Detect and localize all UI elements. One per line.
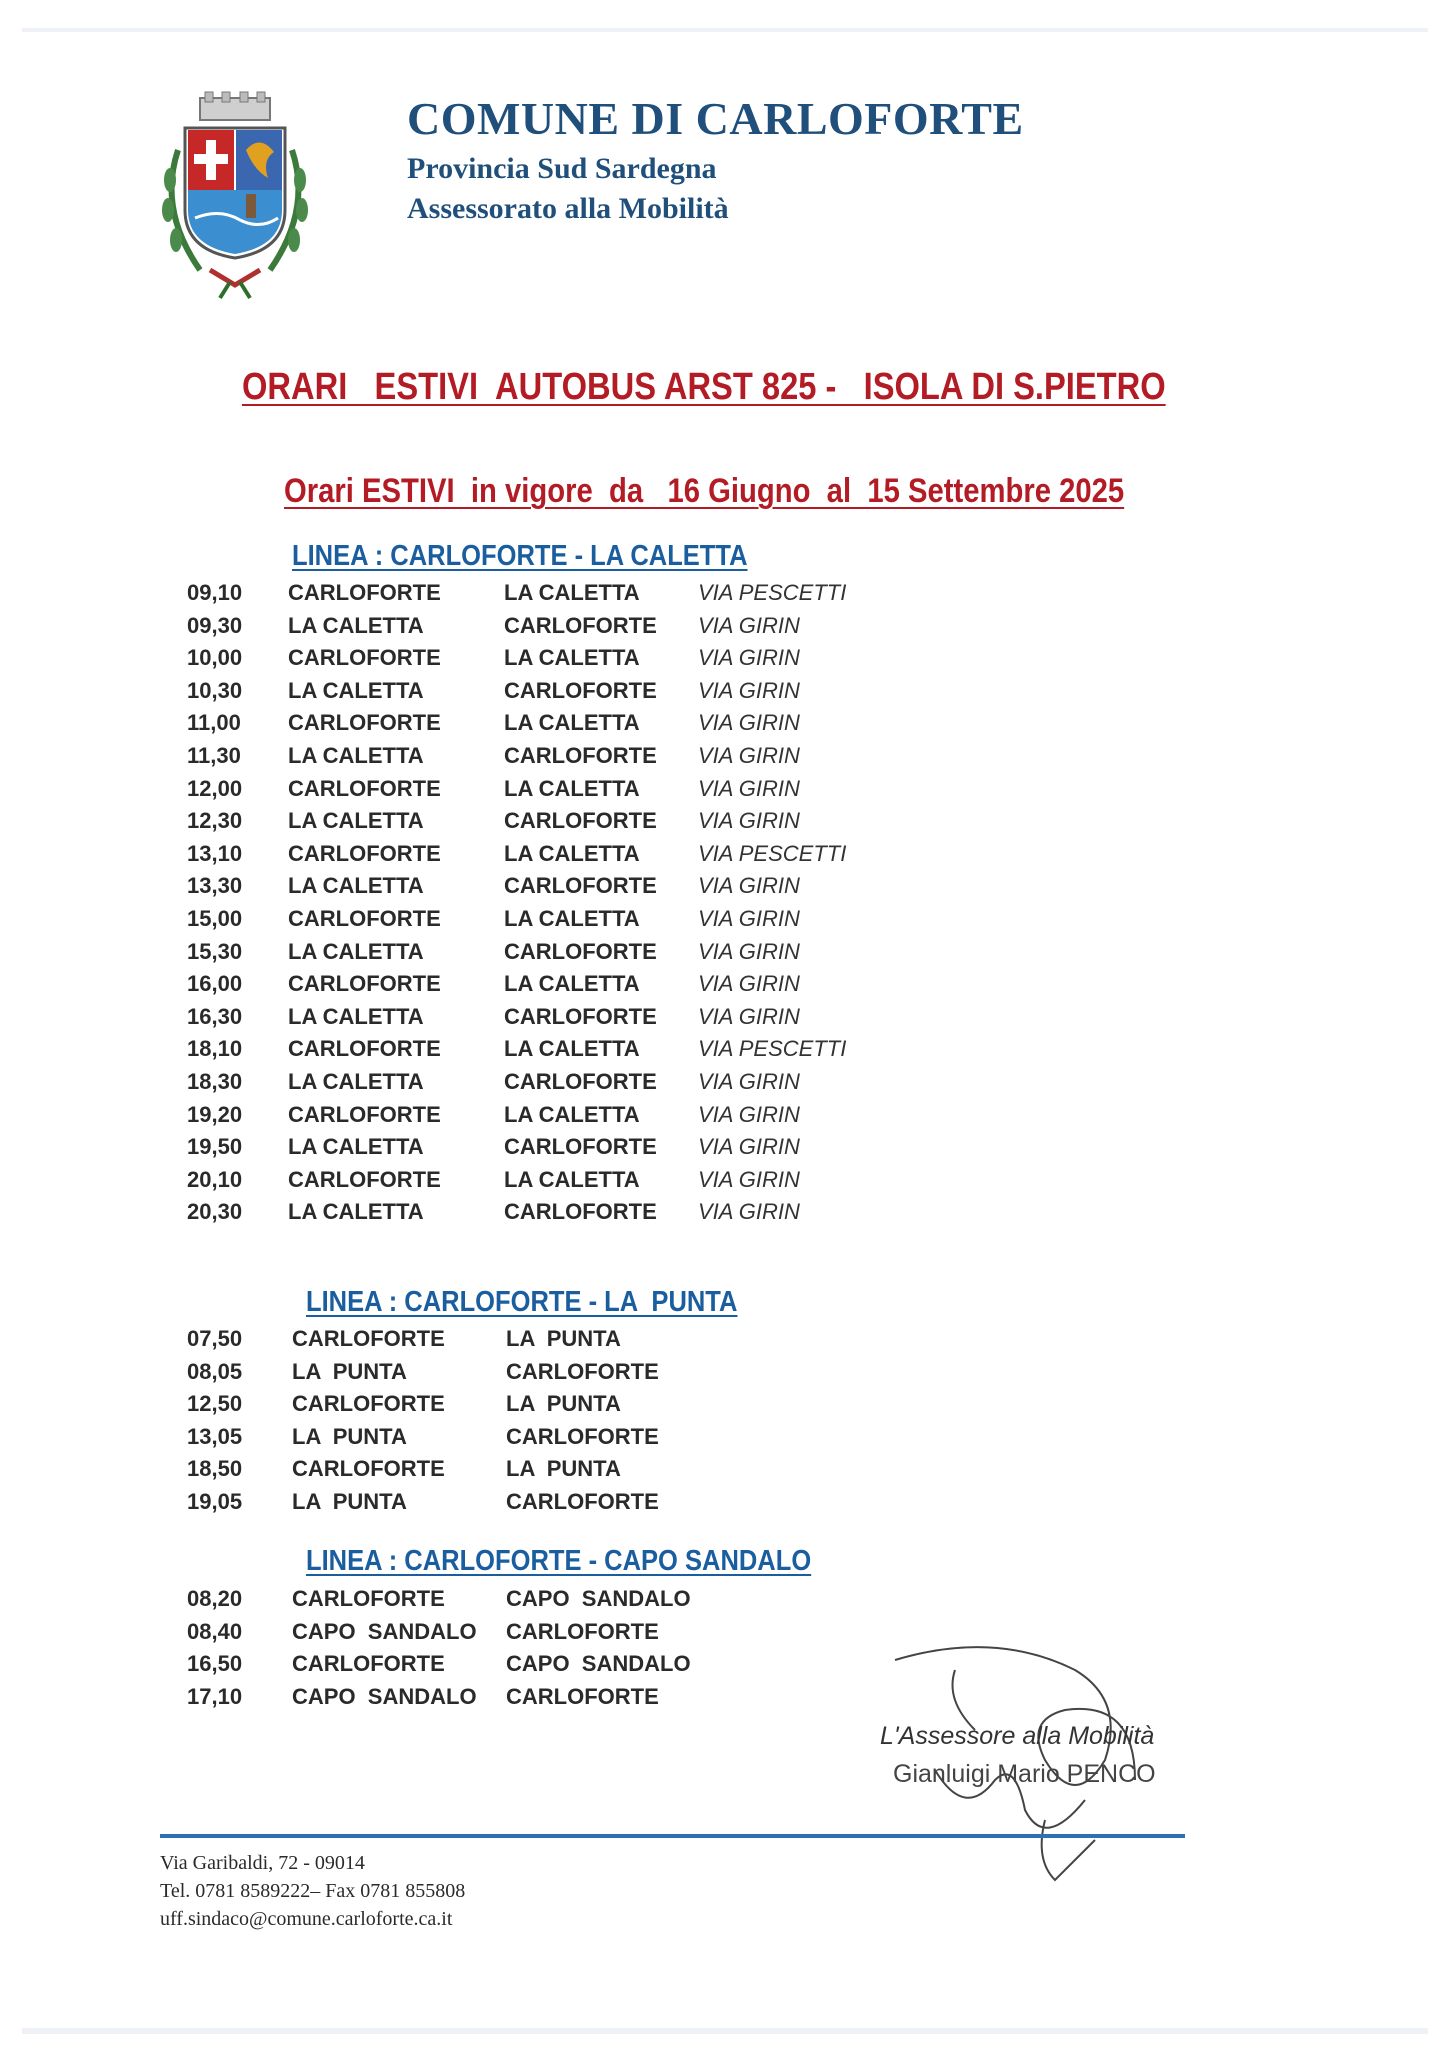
destination: CARLOFORTE: [504, 938, 657, 964]
timetable-row: [0, 1456, 1450, 1488]
destination: CARLOFORTE: [506, 1358, 659, 1384]
org-name: COMUNE DI CARLOFORTE: [407, 93, 1024, 144]
timetable-row: [0, 776, 1450, 808]
departure-time: 12,00: [187, 775, 243, 801]
departure-time: 16,00: [187, 971, 243, 997]
departure-time: 15,30: [187, 938, 243, 964]
timetable-row: [0, 1326, 1450, 1358]
route-via: VIA GIRIN: [698, 1101, 800, 1127]
destination: LA CALETTA: [504, 645, 640, 671]
timetable-row: [0, 1199, 1450, 1231]
timetable-row: [0, 1167, 1450, 1199]
destination: LA CALETTA: [504, 1101, 640, 1127]
departure-time: 10,00: [187, 645, 243, 671]
destination: CARLOFORTE: [504, 743, 657, 768]
route-via: VIA GIRIN: [698, 938, 800, 964]
departure-time: 20,10: [187, 1166, 243, 1192]
origin: CARLOFORTE: [292, 1456, 445, 1482]
document-title: ORARI ESTIVI AUTOBUS ARST 825 - ISOLA DI S.PIETRO: [242, 366, 1166, 408]
origin: CARLOFORTE: [288, 1101, 441, 1127]
departure-time: 15,00: [187, 906, 243, 931]
route-via: VIA PESCETTI: [698, 840, 847, 866]
origin: CAPO SANDALO: [292, 1683, 477, 1709]
origin: LA CALETTA: [288, 1199, 424, 1225]
origin: CARLOFORTE: [292, 1586, 445, 1611]
org-province: Provincia Sud Sardegna: [407, 152, 717, 185]
timetable-row: [0, 808, 1450, 840]
departure-time: 12,30: [187, 808, 243, 834]
destination: LA CALETTA: [504, 1036, 640, 1062]
line-header-capo-sandalo: LINEA : CARLOFORTE - CAPO SANDALO: [306, 1545, 812, 1577]
origin: LA CALETTA: [288, 677, 424, 703]
departure-time: 19,05: [187, 1489, 243, 1514]
timetable-row: [0, 743, 1450, 775]
route-via: VIA GIRIN: [698, 1199, 800, 1225]
destination: CARLOFORTE: [504, 1069, 657, 1094]
departure-time: 07,50: [187, 1326, 243, 1351]
departure-time: 13,30: [187, 873, 243, 899]
origin: CARLOFORTE: [292, 1326, 445, 1351]
municipal-crest-icon: [150, 90, 320, 300]
origin: LA CALETTA: [288, 1003, 424, 1029]
departure-time: 18,50: [187, 1456, 243, 1482]
destination: LA CALETTA: [504, 1166, 640, 1192]
route-via: VIA GIRIN: [698, 612, 800, 638]
route-via: VIA GIRIN: [698, 645, 800, 671]
origin: CARLOFORTE: [288, 580, 441, 605]
timetable-row: [0, 1102, 1450, 1134]
signature-role: L'Assessore alla Mobilità: [880, 1722, 1155, 1750]
departure-time: 19,20: [187, 1101, 243, 1127]
departure-time: 16,30: [187, 1003, 243, 1029]
origin: CARLOFORTE: [288, 710, 441, 736]
origin: CARLOFORTE: [288, 906, 441, 931]
timetable-row: [0, 1004, 1450, 1036]
timetable-row: [0, 906, 1450, 938]
destination: LA CALETTA: [504, 971, 640, 997]
footer-address: Via Garibaldi, 72 - 09014: [160, 1852, 365, 1874]
org-department: Assessorato alla Mobilità: [407, 192, 729, 225]
departure-time: 13,10: [187, 840, 243, 866]
timetable-row: [0, 1684, 1450, 1716]
origin: LA CALETTA: [288, 1069, 424, 1094]
origin: CARLOFORTE: [288, 1166, 441, 1192]
scan-edge-bottom: [22, 2028, 1428, 2034]
origin: LA PUNTA: [292, 1358, 407, 1384]
origin: LA CALETTA: [288, 938, 424, 964]
route-via: VIA GIRIN: [698, 710, 800, 736]
timetable-row: [0, 939, 1450, 971]
departure-time: 10,30: [187, 677, 243, 703]
origin: LA CALETTA: [288, 743, 424, 768]
destination: CAPO SANDALO: [506, 1651, 691, 1677]
origin: CARLOFORTE: [288, 1036, 441, 1062]
footer-phone: Tel. 0781 8589222– Fax 0781 855808: [160, 1880, 466, 1902]
departure-time: 18,30: [187, 1069, 243, 1094]
departure-time: 09,10: [187, 580, 243, 605]
route-via: VIA GIRIN: [698, 677, 800, 703]
origin: CARLOFORTE: [292, 1651, 445, 1677]
signature-name: Gianluigi Mario PENCO: [893, 1760, 1156, 1788]
route-via: VIA GIRIN: [698, 743, 800, 768]
route-via: VIA GIRIN: [698, 1069, 800, 1094]
timetable-row: [0, 1424, 1450, 1456]
departure-time: 08,05: [187, 1358, 243, 1384]
timetable-row: [0, 580, 1450, 612]
timetable-row: [0, 613, 1450, 645]
timetable-row: [0, 1651, 1450, 1683]
timetable-row: [0, 1586, 1450, 1618]
destination: LA CALETTA: [504, 906, 640, 931]
origin: LA CALETTA: [288, 612, 424, 638]
footer-email: uff.sindaco@comune.carloforte.ca.it: [160, 1908, 453, 1930]
departure-time: 11,00: [187, 710, 241, 736]
origin: CARLOFORTE: [288, 840, 441, 866]
departure-time: 08,20: [187, 1586, 243, 1611]
destination: LA PUNTA: [506, 1326, 621, 1351]
validity-period: Orari ESTIVI in vigore da 16 Giugno al 15 Settembre 2025: [284, 472, 1125, 510]
origin: LA CALETTA: [288, 808, 424, 834]
departure-time: 16,50: [187, 1651, 243, 1677]
destination: LA PUNTA: [506, 1391, 621, 1417]
destination: LA PUNTA: [506, 1456, 621, 1482]
destination: CARLOFORTE: [504, 1199, 657, 1225]
timetable-row: [0, 841, 1450, 873]
departure-time: 08,40: [187, 1618, 243, 1644]
destination: CARLOFORTE: [504, 873, 657, 899]
timetable-row: [0, 971, 1450, 1003]
destination: CAPO SANDALO: [506, 1586, 691, 1611]
destination: CARLOFORTE: [506, 1683, 659, 1709]
timetable-row: [0, 1359, 1450, 1391]
route-via: VIA GIRIN: [698, 1134, 800, 1160]
destination: CARLOFORTE: [504, 612, 657, 638]
origin: LA PUNTA: [292, 1423, 407, 1449]
route-via: VIA GIRIN: [698, 873, 800, 899]
departure-time: 09,30: [187, 612, 243, 638]
destination: LA CALETTA: [504, 775, 640, 801]
destination: CARLOFORTE: [506, 1489, 659, 1514]
departure-time: 17,10: [187, 1683, 243, 1709]
destination: CARLOFORTE: [506, 1423, 659, 1449]
line-header-la-caletta: LINEA : CARLOFORTE - LA CALETTA: [292, 540, 748, 572]
destination: CARLOFORTE: [504, 677, 657, 703]
origin: CAPO SANDALO: [292, 1618, 477, 1644]
timetable-row: [0, 1069, 1450, 1101]
destination: CARLOFORTE: [504, 808, 657, 834]
origin: LA CALETTA: [288, 873, 424, 899]
timetable-row: [0, 710, 1450, 742]
departure-time: 19,50: [187, 1134, 243, 1160]
timetable-row: [0, 1489, 1450, 1521]
departure-time: 12,50: [187, 1391, 243, 1417]
departure-time: 18,10: [187, 1036, 243, 1062]
origin: LA PUNTA: [292, 1489, 407, 1514]
scan-edge-top: [22, 28, 1428, 32]
destination: CARLOFORTE: [504, 1134, 657, 1160]
origin: CARLOFORTE: [292, 1391, 445, 1417]
origin: CARLOFORTE: [288, 645, 441, 671]
timetable-row: [0, 1036, 1450, 1068]
route-via: VIA PESCETTI: [698, 1036, 847, 1062]
origin: LA CALETTA: [288, 1134, 424, 1160]
departure-time: 20,30: [187, 1199, 243, 1225]
timetable-row: [0, 1619, 1450, 1651]
origin: CARLOFORTE: [288, 775, 441, 801]
route-via: VIA GIRIN: [698, 1166, 800, 1192]
footer-divider: [160, 1834, 1185, 1838]
departure-time: 13,05: [187, 1423, 243, 1449]
route-via: VIA GIRIN: [698, 775, 800, 801]
timetable-row: [0, 645, 1450, 677]
destination: LA CALETTA: [504, 580, 640, 605]
route-via: VIA GIRIN: [698, 1003, 800, 1029]
origin: CARLOFORTE: [288, 971, 441, 997]
destination: CARLOFORTE: [506, 1618, 659, 1644]
route-via: VIA GIRIN: [698, 906, 800, 931]
timetable-row: [0, 873, 1450, 905]
timetable-row: [0, 678, 1450, 710]
destination: LA CALETTA: [504, 840, 640, 866]
route-via: VIA PESCETTI: [698, 580, 847, 605]
timetable-row: [0, 1391, 1450, 1423]
route-via: VIA GIRIN: [698, 808, 800, 834]
departure-time: 11,30: [187, 743, 241, 768]
route-via: VIA GIRIN: [698, 971, 800, 997]
line-header-la-punta: LINEA : CARLOFORTE - LA PUNTA: [306, 1286, 738, 1318]
destination: CARLOFORTE: [504, 1003, 657, 1029]
timetable-row: [0, 1134, 1450, 1166]
destination: LA CALETTA: [504, 710, 640, 736]
